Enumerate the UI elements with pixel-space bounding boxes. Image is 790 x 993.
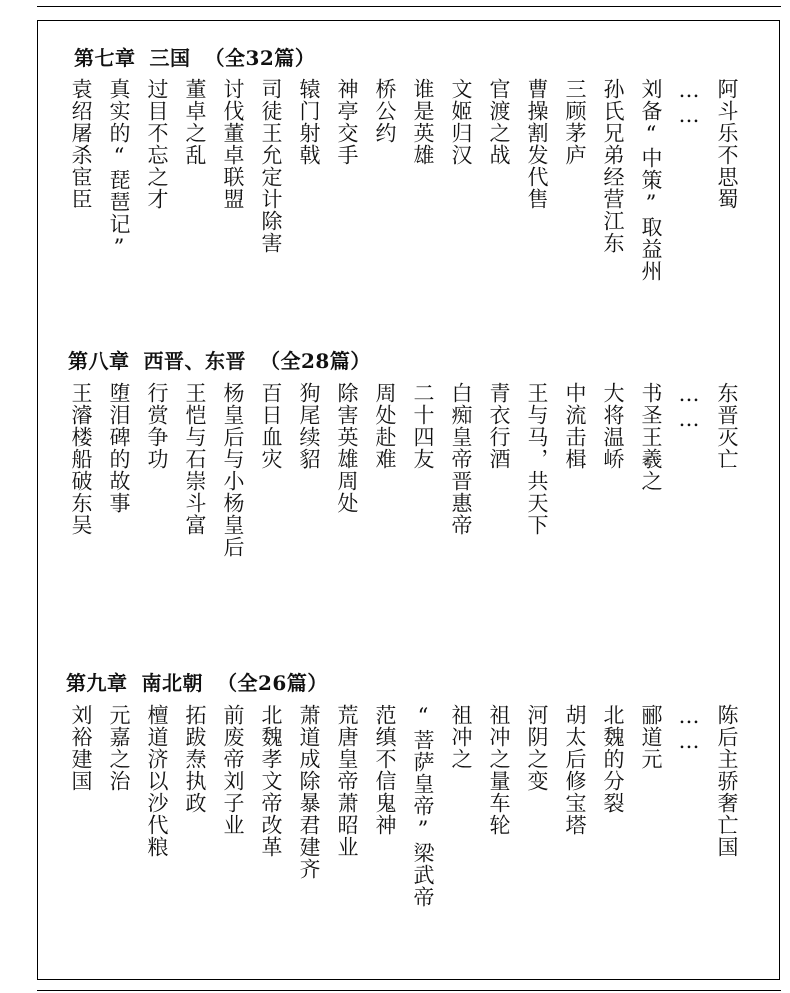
- chapter-9-entry: 荒唐皇帝萧昭业: [335, 704, 359, 858]
- chapter-7-entry: 真实的“琵琶记”: [107, 78, 131, 260]
- chapter-9-entry: 前废帝刘子业: [221, 704, 245, 836]
- chapter-8-entry: 东晋灭亡: [715, 382, 739, 470]
- chapter-8-contents: [62, 382, 746, 652]
- chapter-8-entry: 王濬楼船破东吴: [69, 382, 93, 536]
- chapter-7-entry: 曹操割发代售: [525, 78, 549, 210]
- chapter-9-entry: 范缜不信鬼神: [373, 704, 397, 836]
- chapter-9-entry: 祖冲之: [449, 704, 473, 770]
- chapter-7-entry: 孙氏兄弟经营江东: [601, 78, 625, 254]
- chapter-8-entry: 堕泪碑的故事: [107, 382, 131, 514]
- chapter-9-entry: 胡太后修宝塔: [563, 704, 587, 836]
- chapter-9-name: 南北朝: [141, 671, 203, 695]
- chapter-7-entry: 董卓之乱: [183, 78, 207, 166]
- chapter-7-entry: 文姬归汉: [449, 78, 473, 166]
- chapter-7-entry: 谁是英雄: [411, 78, 435, 166]
- chapter-7-entry: 桥公约: [373, 78, 397, 144]
- chapter-9-entry: 檀道济以沙代粮: [145, 704, 169, 858]
- chapter-8-entry: 中流击楫: [563, 382, 587, 470]
- chapter-7-entry: 司徒王允定计除害: [259, 78, 283, 254]
- chapter-8-entry: 二十四友: [411, 382, 435, 470]
- chapter-8-entry: 书圣王羲之: [639, 382, 663, 492]
- chapter-9-ellipsis: ……: [677, 704, 701, 754]
- chapter-8-entry: 百日血灾: [259, 382, 283, 470]
- chapter-9-title: [66, 667, 328, 696]
- chapter-7-contents: [62, 78, 746, 338]
- chapter-9-entry: “菩萨皇帝”梁武帝: [411, 704, 435, 908]
- chapter-7-entry: 官渡之战: [487, 78, 511, 166]
- chapter-8-number: 第八章: [68, 349, 130, 373]
- chapter-7-entry: 刘备“中策”取益州: [639, 78, 663, 282]
- chapter-8-name: 西晋、东晋: [143, 349, 246, 373]
- chapter-8-entry: 行赏争功: [145, 382, 169, 470]
- chapter-9-entry: 拓跋焘执政: [183, 704, 207, 814]
- chapter-7-entry: 辕门射戟: [297, 78, 321, 166]
- chapter-8-ellipsis: ……: [677, 382, 701, 432]
- chapter-8-entry: 青衣行酒: [487, 382, 511, 470]
- chapter-9-entry: 萧道成除暴君建齐: [297, 704, 321, 880]
- chapter-8-entry: 王与马，共天下: [525, 382, 549, 536]
- chapter-8-entry: 除害英雄周处: [335, 382, 359, 514]
- chapter-8-entry: 周处赴难: [373, 382, 397, 470]
- chapter-7-entry: 过目不忘之才: [145, 78, 169, 210]
- chapter-7-ellipsis: ……: [677, 78, 701, 128]
- chapter-9-entry: 元嘉之治: [107, 704, 131, 792]
- chapter-7-count: （全32篇）: [204, 46, 316, 70]
- chapter-9-entry: 郦道元: [639, 704, 663, 770]
- chapter-7-entry: 阿斗乐不思蜀: [715, 78, 739, 210]
- bottom-rule: [37, 990, 781, 991]
- chapter-8-entry: 杨皇后与小杨皇后: [221, 382, 245, 558]
- chapter-7-entry: 袁绍屠杀宦臣: [69, 78, 93, 210]
- chapter-7-entry: 神亭交手: [335, 78, 359, 166]
- chapter-9-entry: 陈后主骄奢亡国: [715, 704, 739, 858]
- chapter-7-entry: 讨伐董卓联盟: [221, 78, 245, 210]
- chapter-9-entry: 北魏的分裂: [601, 704, 625, 814]
- chapter-9-entry: 祖冲之量车轮: [487, 704, 511, 836]
- chapter-8-entry: 王恺与石崇斗富: [183, 382, 207, 536]
- chapter-7-number: 第七章: [74, 46, 136, 70]
- chapter-8-entry: 大将温峤: [601, 382, 625, 470]
- chapter-9-entry: 北魏孝文帝改革: [259, 704, 283, 858]
- chapter-9-contents: [62, 704, 746, 974]
- top-rule: [37, 6, 781, 7]
- chapter-9-entry: 河阴之变: [525, 704, 549, 792]
- chapter-8-title: [68, 345, 371, 374]
- chapter-8-entry: 白痴皇帝晋惠帝: [449, 382, 473, 536]
- chapter-7-entry: 三顾茅庐: [563, 78, 587, 166]
- chapter-8-entry: 狗尾续貂: [297, 382, 321, 470]
- chapter-9-count: （全26篇）: [217, 671, 328, 695]
- chapter-9-entry: 刘裕建国: [69, 704, 93, 792]
- chapter-8-count: （全28篇）: [260, 349, 371, 373]
- chapter-9-number: 第九章: [66, 671, 128, 695]
- chapter-7-title: [74, 42, 315, 71]
- chapter-7-name: 三国: [149, 46, 191, 70]
